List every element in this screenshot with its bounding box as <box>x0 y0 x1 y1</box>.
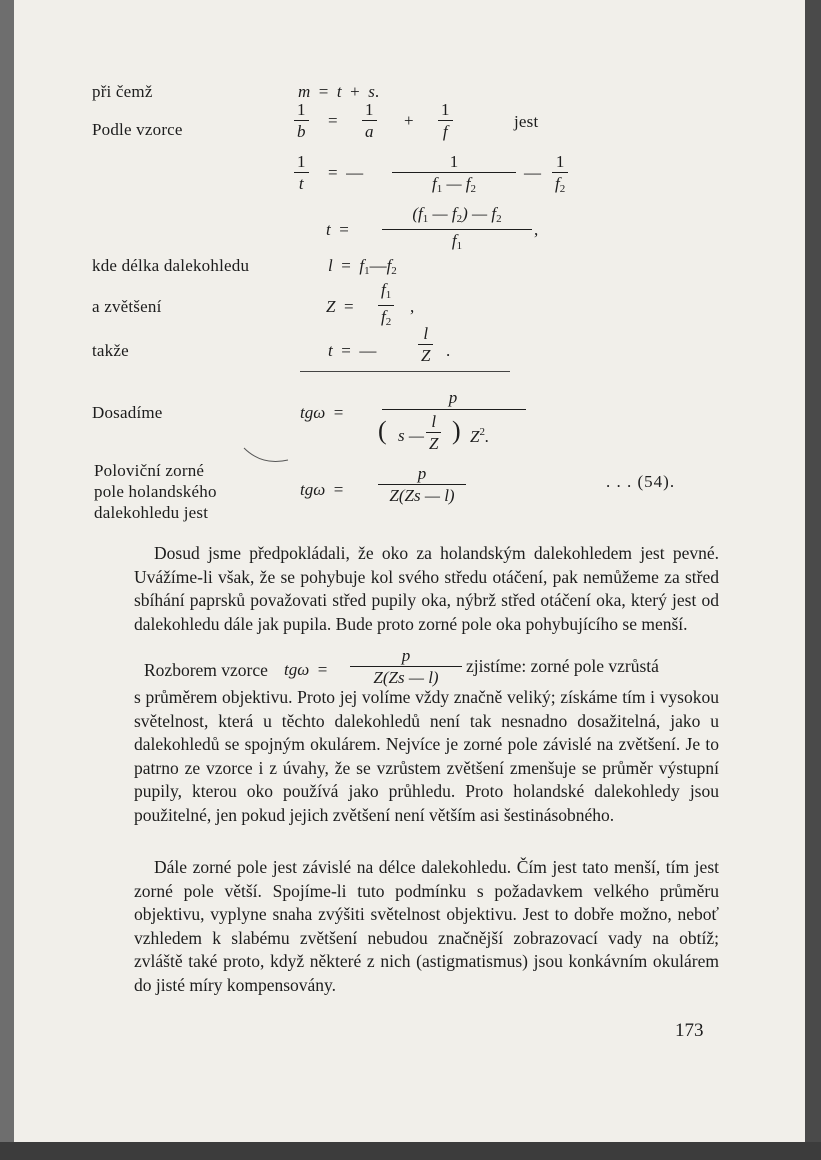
fraction-final: p Z(Zs — l) <box>378 464 466 507</box>
plus-sign: + <box>404 111 414 130</box>
label-a-zvetseni: a zvětšení <box>92 297 162 316</box>
fraction-1-b: 1 b <box>294 100 309 143</box>
label-podle-vzorce: Podle vzorce <box>92 120 183 139</box>
fraction-1-f1-f2: 1 $f_1$ — $f_2$ <box>392 152 516 200</box>
inline-fraction: p Z(Zs — l) <box>350 646 462 689</box>
paragraph-2-start: Rozborem vzorce <box>144 660 268 680</box>
paren-close: ) <box>452 416 461 445</box>
equation-t-lz: t = — <box>328 341 377 360</box>
period: . <box>446 341 451 360</box>
fraction-f1-f2: $f_1$ $f_2$ <box>378 280 394 333</box>
paragraph-2-mid: zjistíme: zorné pole vzrůstá <box>466 656 659 676</box>
equation-z: Z = <box>326 297 354 316</box>
equals-sign: = <box>328 111 338 130</box>
paragraph-2: s průměrem objektivu. Proto jej volíme vždy značně veliký; získáme tím i vysokou světelnost, která u těchto dalekohledů není tak nesnadno dosažitelná, jako u dalekohledů se spojným okulárem. Nejvíce je zorné pole závislé na zvětšení. Je to patrno ze vzorce i z úvahy, že se vzrůstem zvětšení zmenšuje se průměr výstupní pupily, kterou oko používá jako průhledu. Proto holandské dalekohledy jsou použitelné, jen pokud jejich zvětšení není větším asi šestinásobného. <box>134 687 719 825</box>
inline-tgw: tgω = <box>284 660 328 679</box>
fraction-1-f2: 1 $f_2$ <box>552 152 568 200</box>
z-squared: $Z^2$. <box>470 426 490 446</box>
paragraph-3: Dále zorné pole jest závislé na délce dalekohledu. Čím jest tato menší, tím jest zorné pole větší. Spojíme-li tuto podmínku s požadavkem velkého průměru objektivu, vyplyne snaha zvýšiti světelnost objektivu. Jest to dobře možno, neboť vzhledem k slabému zvětšení nebudou značnější zobrazovací vady na obtíž; zvláště také proto, když některé z nich (astigmatismus) jsou konkávním okulárem do jisté míry kompensovány. <box>134 857 719 995</box>
equation-tgw: tgω = <box>300 403 344 422</box>
label-polovicni-3: dalekohledu jest <box>94 503 209 522</box>
comma: , <box>410 297 415 316</box>
equation-l: $l = f_1—f_2$ <box>328 256 397 277</box>
fraction-l-z-inner: l Z <box>426 412 441 455</box>
paragraph-1: Dosud jsme předpokládali, že oko za holandským dalekohledem jest pevné. Uvážíme-li však, že se pohybuje kol svého středu otáčení, pak nemůžeme za střed sbíhání paprsků považovati střed pupily oka, nýbrž střed otáčení oka, který jest od dalekohledu dále jak pupila. Bude proto zorné pole oka pohybujícího se menší. <box>134 543 719 634</box>
label-polovicni-1: Poloviční zorné <box>94 461 205 480</box>
equation-number: . . . (54). <box>606 472 676 491</box>
fraction-1-t: 1 t <box>294 152 309 195</box>
label-pri-cemz: při čemž <box>92 82 153 101</box>
fraction-1-f: 1 f <box>438 100 453 143</box>
var-s: s — <box>398 426 424 445</box>
equation-t: t = <box>326 220 349 239</box>
page-shadow-right <box>805 0 821 1160</box>
page-number: 173 <box>675 1020 704 1041</box>
comma: , <box>534 220 539 239</box>
equals-minus: = — <box>328 163 364 182</box>
fraction-l-z: l Z <box>418 324 433 367</box>
fraction-1-a: 1 a <box>362 100 377 143</box>
numerator-p: p <box>448 388 458 407</box>
label-polovicni-2: pole holandského <box>94 482 217 501</box>
page-shadow-bottom <box>0 1142 821 1160</box>
separator-rule <box>300 371 510 372</box>
label-jest: jest <box>514 112 539 131</box>
book-page <box>14 0 807 1144</box>
equation-m: m = t + s. <box>298 82 380 101</box>
label-dosadime: Dosadíme <box>92 403 163 422</box>
fraction-t-value: ($f_1$ — $f_2$) — $f_2$ $f_1$ <box>382 204 532 257</box>
brace-mark <box>242 446 290 468</box>
fraction-bar <box>382 409 526 410</box>
minus-sign: — <box>524 163 541 182</box>
label-takze: takže <box>92 341 129 360</box>
paren-open: ( <box>378 416 387 445</box>
label-kde-delka: kde délka dalekohledu <box>92 256 250 275</box>
equation-tgw-final: tgω = <box>300 480 344 499</box>
